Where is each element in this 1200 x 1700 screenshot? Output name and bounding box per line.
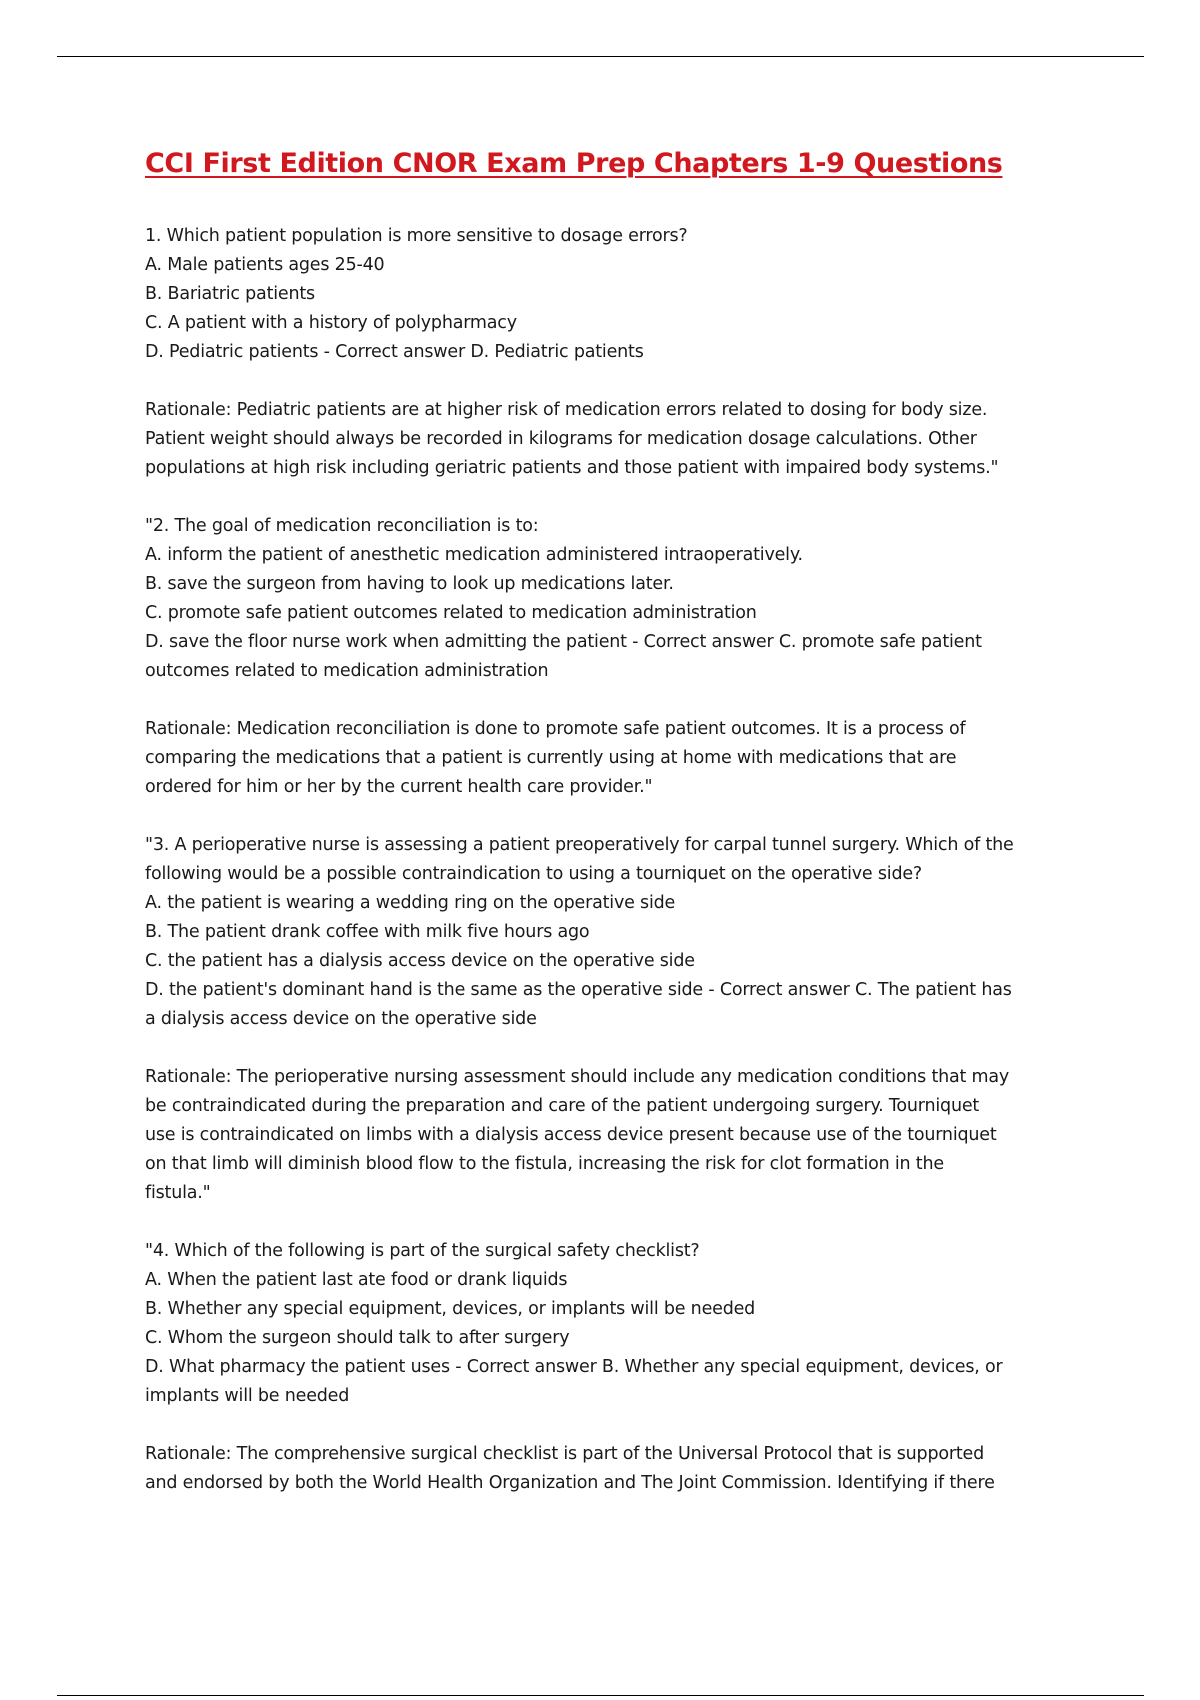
paragraph-gap: [145, 1208, 1065, 1237]
text-line: be contraindicated during the preparation and care of the patient undergoing surgery. Tourniquet: [145, 1096, 980, 1116]
text-line: C. Whom the surgeon should talk to after surgery: [145, 1328, 570, 1348]
text-line: "4. Which of the following is part of the surgical safety checklist?: [145, 1241, 700, 1261]
text-line: populations at high risk including geriatric patients and those patient with impaired body systems.": [145, 458, 999, 478]
text-line: D. save the floor nurse work when admitting the patient - Correct answer C. promote safe patient: [145, 632, 982, 652]
question-block: [145, 831, 1065, 1034]
paragraph-gap: [145, 802, 1065, 831]
text-line: use is contraindicated on limbs with a dialysis access device present because use of the tourniquet: [145, 1125, 997, 1145]
question-block: [145, 512, 1065, 686]
text-line: C. the patient has a dialysis access device on the operative side: [145, 951, 695, 971]
text-line: A. inform the patient of anesthetic medication administered intraoperatively.: [145, 545, 803, 565]
text-line: A. When the patient last ate food or drank liquids: [145, 1270, 568, 1290]
paragraph-gap: [145, 686, 1065, 715]
text-line: 1. Which patient population is more sensitive to dosage errors?: [145, 226, 688, 246]
text-line: Patient weight should always be recorded in kilograms for medication dosage calculations. Other: [145, 429, 977, 449]
text-line: B. save the surgeon from having to look up medications later.: [145, 574, 674, 594]
rationale-block: [145, 1440, 1065, 1498]
text-line: B. Whether any special equipment, devices, or implants will be needed: [145, 1299, 756, 1319]
text-line: B. The patient drank coffee with milk five hours ago: [145, 922, 590, 942]
text-line: Rationale: The comprehensive surgical checklist is part of the Universal Protocol that is supported: [145, 1444, 984, 1464]
text-line: following would be a possible contraindication to using a tourniquet on the operative side?: [145, 864, 923, 884]
text-line: A. Male patients ages 25-40: [145, 255, 385, 275]
paragraph-gap: [145, 483, 1065, 512]
question-block: [145, 222, 1065, 367]
text-line: on that limb will diminish blood flow to the fistula, increasing the risk for clot formation in the: [145, 1154, 944, 1174]
text-line: D. the patient's dominant hand is the same as the operative side - Correct answer C. The patient has: [145, 980, 1012, 1000]
text-line: A. the patient is wearing a wedding ring on the operative side: [145, 893, 676, 913]
rationale-block: [145, 396, 1065, 483]
text-line: fistula.": [145, 1183, 211, 1203]
document-body: [145, 222, 1065, 1498]
paragraph-gap: [145, 367, 1065, 396]
text-line: outcomes related to medication administration: [145, 661, 549, 681]
text-line: a dialysis access device on the operative side: [145, 1009, 537, 1029]
text-line: ordered for him or her by the current health care provider.": [145, 777, 653, 797]
paragraph-gap: [145, 1034, 1065, 1063]
rationale-block: [145, 715, 1065, 802]
header-rule: [57, 56, 1144, 57]
text-line: "3. A perioperative nurse is assessing a patient preoperatively for carpal tunnel surgery. Which of the: [145, 835, 1014, 855]
text-line: C. A patient with a history of polypharmacy: [145, 313, 517, 333]
rationale-block: [145, 1063, 1065, 1208]
text-line: Rationale: Medication reconciliation is done to promote safe patient outcomes. It is a process of: [145, 719, 966, 739]
text-line: D. What pharmacy the patient uses - Correct answer B. Whether any special equipment, devices, or: [145, 1357, 1003, 1377]
footer-rule: [57, 1695, 1144, 1696]
text-line: D. Pediatric patients - Correct answer D. Pediatric patients: [145, 342, 644, 362]
question-block: [145, 1237, 1065, 1411]
text-line: Rationale: The perioperative nursing assessment should include any medication conditions that may: [145, 1067, 1010, 1087]
paragraph-gap: [145, 1411, 1065, 1440]
text-line: C. promote safe patient outcomes related to medication administration: [145, 603, 757, 623]
text-line: comparing the medications that a patient is currently using at home with medications that are: [145, 748, 957, 768]
text-line: and endorsed by both the World Health Organization and The Joint Commission. Identifying if there: [145, 1473, 995, 1493]
text-line: implants will be needed: [145, 1386, 350, 1406]
text-line: B. Bariatric patients: [145, 284, 315, 304]
text-line: "2. The goal of medication reconciliation is to:: [145, 516, 539, 536]
text-line: Rationale: Pediatric patients are at higher risk of medication errors related to dosing for body size.: [145, 400, 988, 420]
document-title: CCI First Edition CNOR Exam Prep Chapters 1-9 Questions: [145, 148, 1003, 179]
